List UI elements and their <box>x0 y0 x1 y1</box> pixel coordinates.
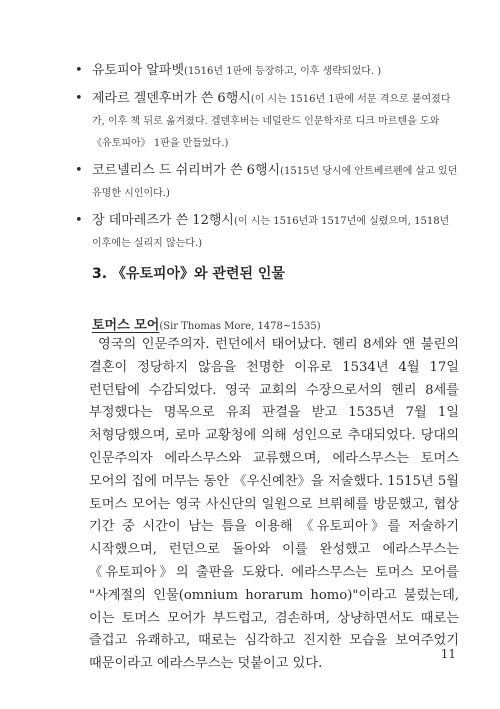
list-item <box>75 210 462 254</box>
bullet-icon: • <box>75 91 83 106</box>
person-dates: (Sir Thomas More, 1478~1535) <box>159 321 321 332</box>
list-item <box>75 88 462 154</box>
bullet-icon: • <box>75 213 83 228</box>
bullet-note: (1515년 당시에 안트베르펜에 살고 있던 유명한 시인이다.) <box>92 166 458 199</box>
bullet-list <box>75 60 462 260</box>
bullet-main-text: 유토피아 알파벳 <box>92 63 185 78</box>
list-item <box>75 160 462 204</box>
list-item <box>75 60 462 82</box>
bullet-icon: • <box>75 63 83 78</box>
bullet-icon: • <box>75 163 83 178</box>
person-name: 토머스 모어 <box>92 318 160 333</box>
page-number: 11 <box>440 647 456 661</box>
bullet-main-text: 코르넬리스 드 쉬리버가 쓴 6행시 <box>92 163 281 178</box>
bullet-note: (이 시는 1516년 1판에 서문 격으로 붙여졌다가, 이후 책 뒤로 옮겨졌다. 겔덴후버는 네덜란드 인문학자로 디크 마르텐을 도와 《유토피아》 1판을 만들었다.) <box>92 94 451 149</box>
bullet-note: (1516년 1판에 등장하고, 이후 생략되었다. ) <box>184 66 382 77</box>
bullet-note: (이 시는 1516년과 1517년에 실렸으며, 1518년 이후에는 실리지 않는다.) <box>92 216 450 249</box>
bullet-main-text: 제라르 겔덴후버가 쓴 6행시 <box>92 91 251 106</box>
bullet-main-text: 장 데마레즈가 쓴 12행시 <box>92 213 234 228</box>
person-heading <box>92 314 321 333</box>
person-description: 영국의 인문주의자. 런던에서 태어났다. 헨리 8세와 앤 불린의 결혼이 정당하지 않음을 천명한 이유로 1534년 4월 17일 런던탑에 수감되었다. 영국 교회의 수장으로서의 헨리 8세를 부정했다는 명목으로 유죄 판결을 받고 1535년 7월 1일 처형당했으며, 로마 교황청에 의해 성인으로 추대되었다. 당대의 인문주의자 에라스무스와 교류했으며, 에라스무스는 토머스 모어의 집에 머무는 동안 《우신예찬》을 저술했다. 1515년 5월 토머스 모어는 영국 사신단의 일원으로 브뤼헤를 방문했고, 협상 기간 중 시간이 남는 틈을 이용해 《유토피아》를 저술하기 시작했으며, 런던으로 돌아와 이를 완성했고 에라스무스는 《유토피아》의 출판을 도왔다. 에라스무스는 토머스 모어를 "사계절의 인물(omnium horarum homo)"이라고 불렀는데, 이는 토머스 모어가 부드럽고, 겸손하며, 상냥하면서도 때로는 즐겁고 유쾌하고, 때로는 심각하고 진지한 모습을 보여주었기 때문이라고 에라스무스는 덧붙이고 있다. <box>89 337 459 672</box>
section-heading: 3. 《유토피아》와 관련된 인물 <box>92 266 285 282</box>
